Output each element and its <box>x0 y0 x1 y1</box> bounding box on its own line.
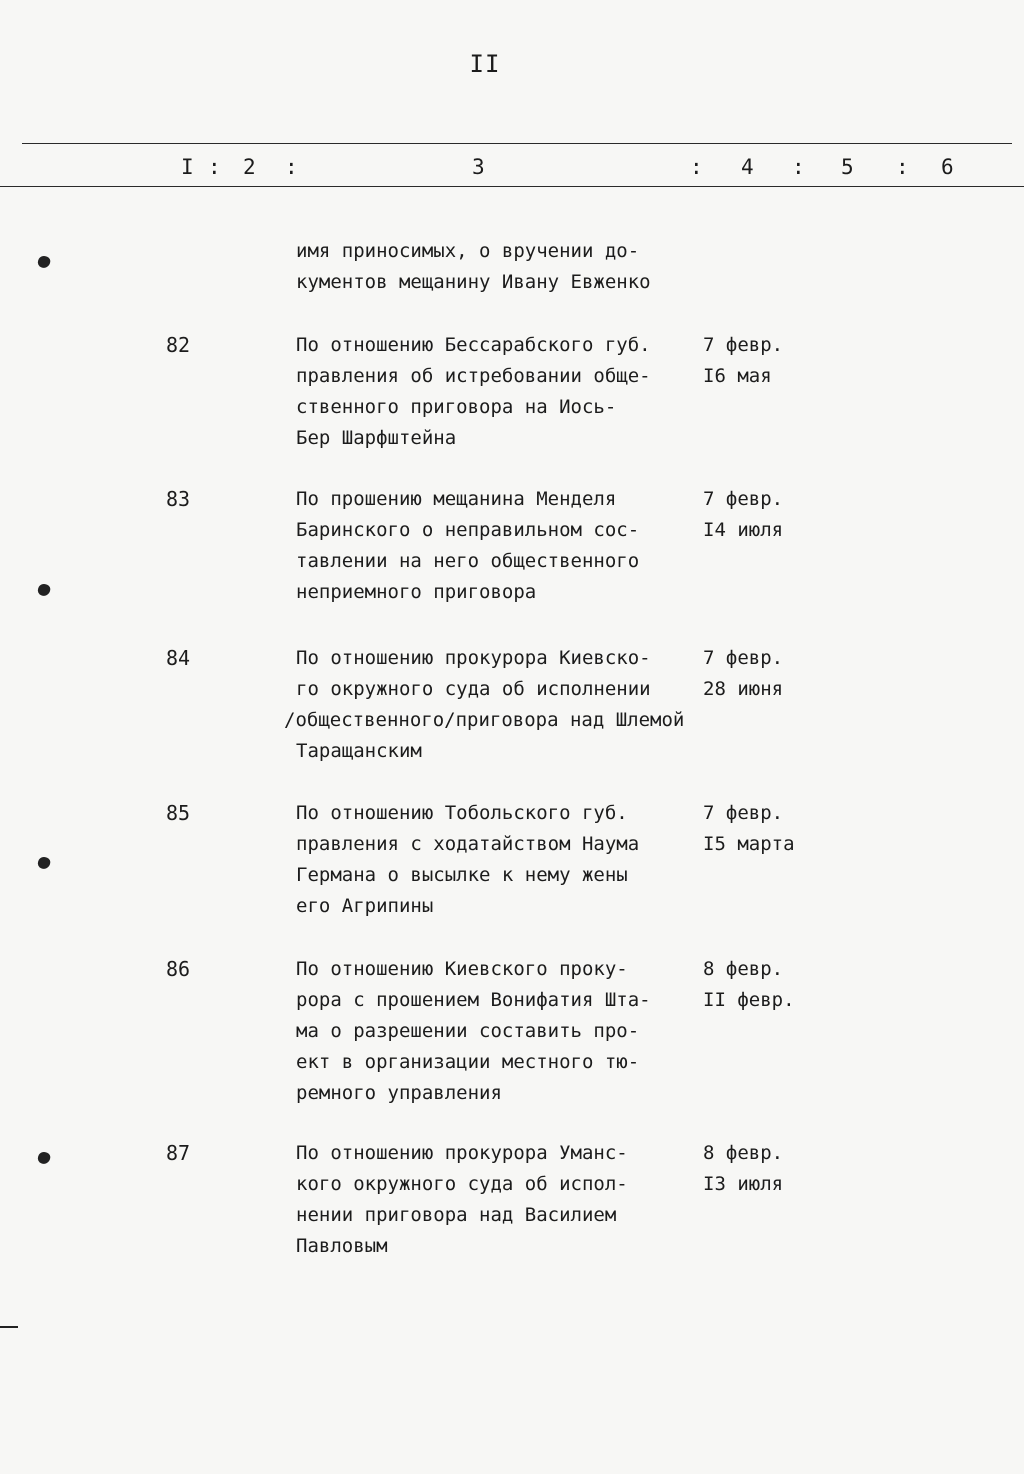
text-line: ект в организации местного тю- <box>296 1051 640 1073</box>
header-rule-bottom <box>0 186 1024 187</box>
entry-description <box>296 484 716 608</box>
punch-hole <box>36 1150 51 1165</box>
column-separator: : <box>285 155 298 179</box>
column-header-3: 3 <box>472 155 485 179</box>
text-line: кументов мещанину Ивану Евженко <box>296 271 651 293</box>
entry-number: 85 <box>166 801 191 825</box>
entry-dates <box>703 954 843 1016</box>
text-line: ма о разрешении составить про- <box>296 1020 640 1042</box>
text-line: По отношению прокурора Уманс- <box>296 1142 628 1164</box>
column-separator: : <box>208 155 221 179</box>
entry-dates <box>703 1138 843 1200</box>
punch-hole <box>36 582 51 597</box>
start-date: 7 февр. <box>703 802 784 824</box>
text-line: кого окружного суда об испол- <box>296 1173 628 1195</box>
text-line: рора с прошением Вонифатия Шта- <box>296 989 651 1011</box>
text-line: го окружного суда об исполнении <box>296 678 651 700</box>
start-date: 7 февр. <box>703 488 784 510</box>
column-header-5: 5 <box>841 155 854 179</box>
start-date: 8 февр. <box>703 958 784 980</box>
text-line: По отношению Киевского проку- <box>296 958 628 980</box>
entry-description <box>296 330 716 454</box>
start-date: 8 февр. <box>703 1142 784 1164</box>
entry-description <box>284 643 734 767</box>
text-line: Бер Шарфштейна <box>296 427 457 449</box>
entry-dates <box>703 330 843 392</box>
text-line: Павловым <box>296 1235 388 1257</box>
text-line: его Агрипины <box>296 895 434 917</box>
entry-number: 87 <box>166 1141 191 1165</box>
entry-number: 84 <box>166 646 191 670</box>
text-line: неприемного приговора <box>296 581 537 603</box>
text-line: Таращанским <box>296 740 422 762</box>
end-date: I4 июля <box>703 519 784 541</box>
text-line: По прошению мещанина Менделя <box>296 488 617 510</box>
start-date: 7 февр. <box>703 334 784 356</box>
punch-hole <box>36 855 51 870</box>
text-line: /общественного/приговора над Шлемой <box>284 709 685 731</box>
entry-number: 86 <box>166 957 191 981</box>
entry-number: 82 <box>166 333 191 357</box>
header-rule-top <box>22 143 1012 144</box>
column-separator: : <box>896 155 909 179</box>
text-line: тавлении на него общественного <box>296 550 640 572</box>
edge-mark <box>0 1326 18 1328</box>
column-separator: : <box>690 155 703 179</box>
text-line: ремного управления <box>296 1082 502 1104</box>
entry-description <box>296 1138 716 1262</box>
column-header-2: 2 <box>243 155 256 179</box>
entry-description <box>296 954 716 1109</box>
continuation-text <box>296 236 716 298</box>
end-date: I6 мая <box>703 365 772 387</box>
punch-hole <box>36 254 51 269</box>
entry-number: 83 <box>166 487 191 511</box>
text-line: По отношению Бессарабского губ. <box>296 334 651 356</box>
text-line: правления об истребовании обще- <box>296 365 651 387</box>
text-line: имя приносимых, о вручении до- <box>296 240 640 262</box>
text-line: нении приговора над Василием <box>296 1204 617 1226</box>
column-header-4: 4 <box>741 155 754 179</box>
end-date: 28 июня <box>703 678 784 700</box>
start-date: 7 февр. <box>703 647 784 669</box>
text-line: По отношению прокурора Киевско- <box>296 647 651 669</box>
text-line: По отношению Тобольского губ. <box>296 802 628 824</box>
end-date: II февр. <box>703 989 795 1011</box>
entry-dates <box>703 798 843 860</box>
column-header-6: 6 <box>941 155 954 179</box>
end-date: I5 марта <box>703 833 795 855</box>
entry-dates <box>703 484 843 546</box>
text-line: Германа о высылке к нему жены <box>296 864 628 886</box>
page-number: II <box>469 50 501 78</box>
text-line: Баринского о неправильном сос- <box>296 519 640 541</box>
column-header-1: I <box>181 155 194 179</box>
entry-dates <box>703 643 843 705</box>
text-line: правления с ходатайством Наума <box>296 833 640 855</box>
text-line: ственного приговора на Иось- <box>296 396 617 418</box>
column-separator: : <box>792 155 805 179</box>
entry-description <box>296 798 716 922</box>
end-date: I3 июля <box>703 1173 784 1195</box>
